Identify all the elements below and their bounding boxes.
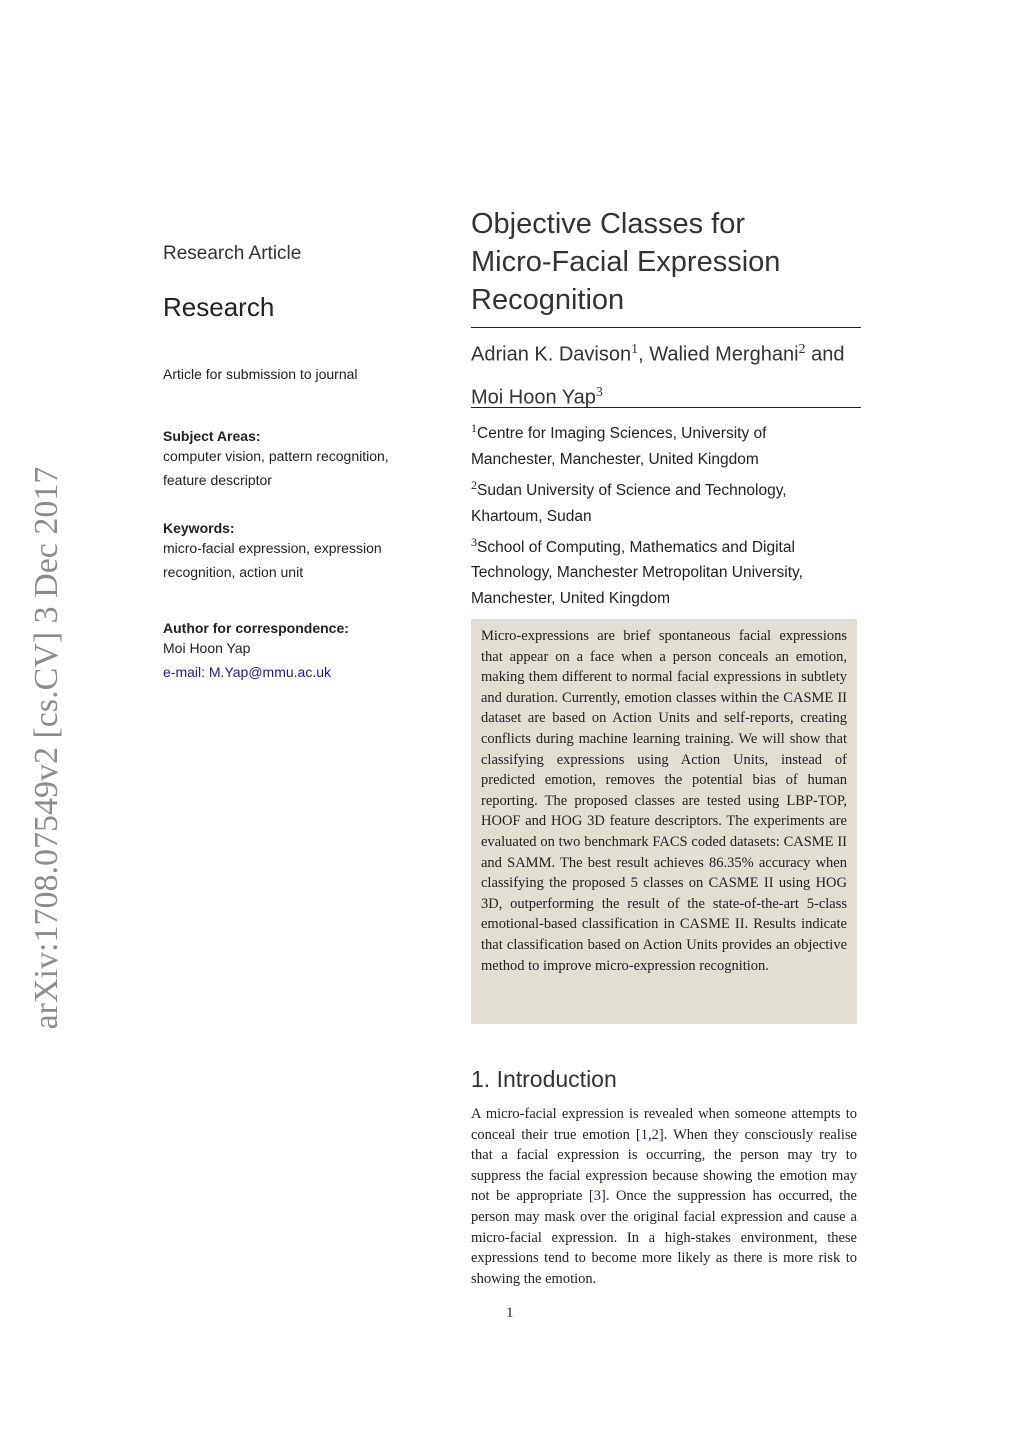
paragraph-text: A micro-facial expression is revealed when someone attempts to conceal their true emotion [ <box>471 1106 857 1143</box>
affiliation-line: School of Computing, Mathematics and Digital <box>477 538 795 556</box>
subject-areas-block <box>163 428 433 492</box>
subject-areas-line: feature descriptor <box>163 472 272 488</box>
citation-separator: , <box>648 1126 652 1143</box>
affiliation-line: Manchester, Manchester, United Kingdom <box>471 450 759 468</box>
author-name: Moi Hoon Yap <box>471 386 596 409</box>
author-affil-mark: 3 <box>595 384 603 400</box>
arxiv-side-stamp: arXiv:1708.07549v2 [cs.CV] 3 Dec 2017 <box>28 466 65 1030</box>
subject-areas-line: computer vision, pattern recognition, <box>163 448 389 464</box>
affiliation-mark: 2 <box>471 477 477 492</box>
affiliation <box>471 416 861 447</box>
affiliation-mark: 1 <box>471 421 477 435</box>
abstract-text: Micro-expressions are brief spontaneous facial expressions that appear on a face when a person conceals an emotion, making them different to normal facial expressions in subtlety and duration. Currently, emotion classes within the CASME II dataset are based on Action Units and self-reports, creating conflicts during machine learning training. We will show that classifying expressions using Action Units, instead of predicted emotion, removes the potential bias of human reporting. The proposed classes are tested using LBP-TOP, HOOF and HOG 3D feature descriptors. The experiments are evaluated on two benchmark FACS coded datasets: CASME II and SAMM. The best result achieves 86.35% accuracy when classifying the proposed 5 classes on CASME II using HOG 3D, outperforming the result of the state-of-the-art 5-class emotional-based classification in CASME II. Results indicate that classification based on Action Units provides an objective method to improve micro-expression recognition. <box>481 628 847 974</box>
affiliation-line: Manchester, United Kingdom <box>471 590 671 608</box>
correspondence-name: Moi Hoon Yap <box>163 640 251 656</box>
author-separator: , <box>638 343 650 366</box>
citation-link[interactable]: 1 <box>640 1126 649 1143</box>
subject-areas-heading: Subject Areas: <box>163 428 261 444</box>
keywords-block <box>163 520 433 584</box>
introduction-paragraph <box>471 1104 857 1289</box>
keywords-heading: Keywords: <box>163 520 235 536</box>
author-list <box>471 331 861 416</box>
keywords-line: recognition, action unit <box>163 564 304 580</box>
title-line: Objective Classes for <box>471 208 745 240</box>
affiliation-line: Khartoum, Sudan <box>471 507 592 525</box>
subject-heading: Research <box>163 292 275 322</box>
author-name: Walied Merghani <box>649 343 799 366</box>
author-name: Adrian K. Davison <box>471 343 632 366</box>
keywords-line: micro-facial expression, expression <box>163 540 382 556</box>
title-divider <box>471 327 861 328</box>
paragraph-text: ]. Once the suppression has occurred, the person may mask over the original facial expression and cause a micro-facial expression. In a high-stakes environment, these expressions tend to become more likely as there is more risk to showing the emotion. <box>471 1188 857 1287</box>
affiliation-line: Technology, Manchester Metropolitan University, <box>471 564 803 582</box>
submission-note: Article for submission to journal <box>163 366 358 382</box>
correspondence-block <box>163 620 433 684</box>
affiliation-line: Centre for Imaging Sciences, University of <box>477 425 767 443</box>
citation-link[interactable]: 2 <box>651 1126 659 1143</box>
paper-title <box>471 205 861 319</box>
author-affil-mark: 1 <box>631 342 639 357</box>
correspondence-heading: Author for correspondence: <box>163 620 349 636</box>
author-affil-mark: 2 <box>798 342 806 357</box>
article-type: Research Article <box>163 243 302 264</box>
affiliation-list <box>471 416 861 612</box>
affiliation-line: Sudan University of Science and Technology, <box>477 481 787 499</box>
abstract-box <box>471 619 857 1024</box>
section-heading-introduction: 1. Introduction <box>471 1066 617 1092</box>
affiliation-mark: 3 <box>471 534 477 549</box>
citation-link[interactable]: 3 <box>593 1188 601 1205</box>
affiliation <box>471 473 861 504</box>
correspondence-email-link[interactable]: e-mail: M.Yap@mmu.ac.uk <box>163 664 331 680</box>
authors-divider <box>471 407 861 408</box>
title-line: Micro-Facial Expression <box>471 246 781 278</box>
paragraph-text: ]. When they consciously realise that a facial expression is occurring, the person may try to suppress the facial expression because showing the emotion may not be appropriate [ <box>471 1126 857 1205</box>
title-line: Recognition <box>471 284 625 316</box>
author-conjunction: and <box>805 343 845 366</box>
page-number: 1 <box>506 1305 514 1321</box>
affiliation <box>471 530 861 561</box>
